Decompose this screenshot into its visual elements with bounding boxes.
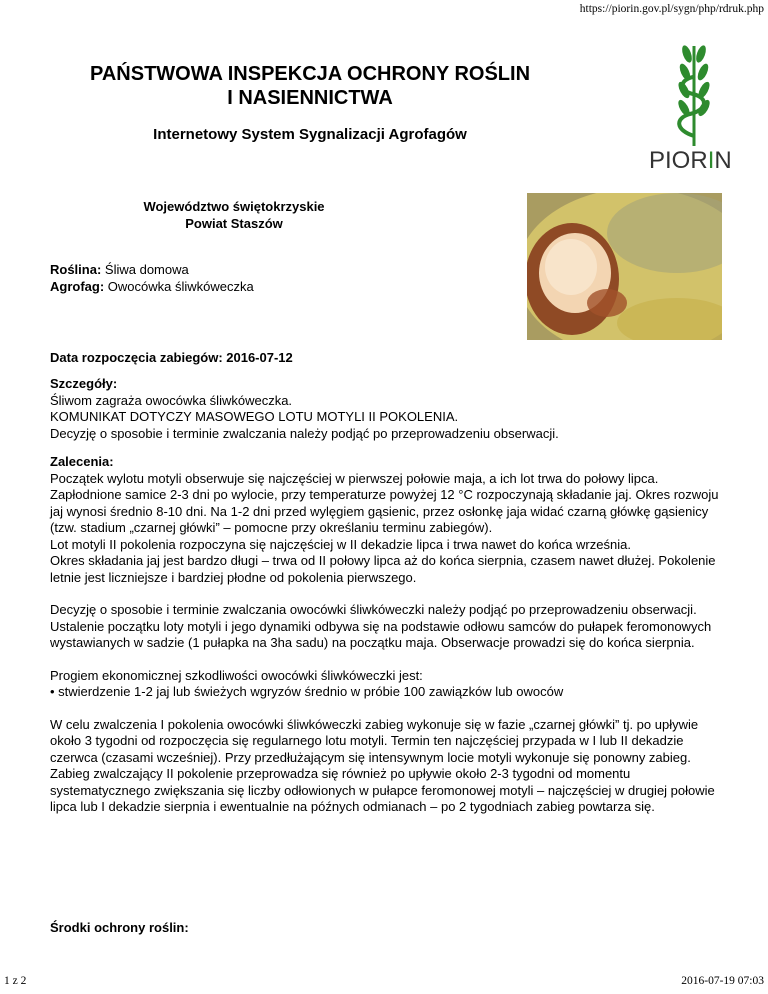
recommendation-paragraph: Zabieg zwalczający II pokolenie przeprowadza się również po upływie około 2-3 tygodni od momentu systematycznego zwiększania się liczby odłowionych w pułapce feromonowej motyli – najczęściej w drugiej połowie lipca lub I dekadzie sierpnia i ewentualnie na późnych odmianach – po 2 tygodniach zabieg powtarza się. (50, 766, 715, 814)
recommendation-paragraph: Okres składania jaj jest bardzo długi – trwa od II połowy lipca aż do końca sierpnia, czasem nawet dłużej. Pokolenie letnie jest liczniejsze i bardziej płodne od pokolenia pierwszego. (50, 553, 716, 585)
page-subtitle: Internetowy System Sygnalizacji Agrofagów (153, 126, 467, 143)
print-footer-page: 1 z 2 (4, 975, 27, 987)
plant-value: Śliwa domowa (104, 262, 189, 277)
piorin-logo (645, 40, 745, 175)
plant-row (50, 262, 722, 279)
recommendation-paragraph: W celu zwalczenia I pokolenia owocówki śliwkóweczki zabieg wykonuje się w fazie „czarnej główki” tj. po upływie około 3 tygodni od rozpoczęcia się regularnego lotu motyli. Termin ten najczęściej przypada w I lub II dekadzie czerwca (czasami wcześniej). Przy przedłużającym się intensywnym locie motyli wykonuje się ponowny zabieg. (50, 716, 699, 765)
details-line: Decyzję o sposobie i terminie zwalczania należy podjąć po przeprowadzeniu obserwacji. (50, 425, 559, 441)
products-heading: Środki ochrony roślin: (50, 920, 189, 935)
recommendation-paragraph: Progiem ekonomicznej szkodliwości owocówki śliwkóweczki jest: (50, 667, 423, 683)
county: Powiat Staszów (185, 216, 283, 231)
recommendation-paragraph: Lot motyli II pokolenia rozpoczyna się najczęściej w II dekadzie lipca i trwa nawet do końca września. (50, 536, 631, 552)
print-footer-datetime: 2016-07-19 07:03 (681, 975, 764, 987)
page-title-line-1: PAŃSTWOWA INSPEKCJA OCHRONY ROŚLIN (89, 63, 531, 85)
region-info (84, 198, 384, 232)
recommendation-paragraph: Decyzję o sposobie i terminie zwalczania owocówki śliwkóweczki należy podjąć po przeprowadzeniu obserwacji. (50, 602, 697, 617)
page-title (70, 62, 550, 110)
logo-text: PIORIN (649, 147, 732, 174)
recommendation-paragraph: • stwierdzenie 1-2 jaj lub świeżych wgryzów średnio w próbie 100 zawiązków lub owoców (50, 684, 564, 699)
pest-label: Agrofag: (50, 278, 105, 294)
voivodeship: Województwo świętokrzyskie (143, 199, 325, 214)
details-heading: Szczegóły: (50, 376, 118, 391)
details-line: Śliwom zagraża owocówka śliwkóweczka. (50, 392, 293, 408)
pest-row (50, 279, 722, 296)
plant-label: Roślina: (50, 262, 102, 277)
report-info (50, 262, 722, 295)
page-title-line-2: I NASIENNICTWA (227, 87, 393, 109)
details-line: KOMUNIKAT DOTYCZY MASOWEGO LOTU MOTYLI II POKOLENIA. (50, 409, 459, 424)
pest-value: Owocówka śliwkóweczka (107, 278, 254, 294)
recommendation-paragraph: Ustalenie początku loty motyli i jego dynamiki odbywa się na podstawie odłowu samców do pułapek feromonowych wystawianych w sadzie (1 pułapka na 3ha sadu) na początku maja. Obserwacje prowadzi się do końca sierpnia. (50, 618, 712, 650)
recommendation-paragraph: Początek wylotu motyli obserwuje się najczęściej w pierwszej połowie maja, a ich lot trwa do połowy lipca. Zapłodnione samice 2-3 dni po wylocie, przy temperaturze powyżej 12 °C rozpoczynają składanie jaj. Okres rozwoju jaj wynosi średnio 8-10 dni. Na 1-2 dni przed wylęgiem gąsienic, przez osłonkę jaja widać czarną główkę gąsienicy (tzw. stadium „czarnej główki” – pomocne przy określaniu terminu zabiegów). (50, 470, 719, 535)
treatment-date: Data rozpoczęcia zabiegów: 2016-07-12 (50, 350, 293, 365)
details-section (50, 376, 722, 442)
recommendations-section (50, 454, 722, 816)
print-header-url: https://piorin.gov.pl/sygn/php/rdruk.php (579, 3, 764, 15)
recommendations-heading: Zalecenia: (50, 454, 114, 469)
